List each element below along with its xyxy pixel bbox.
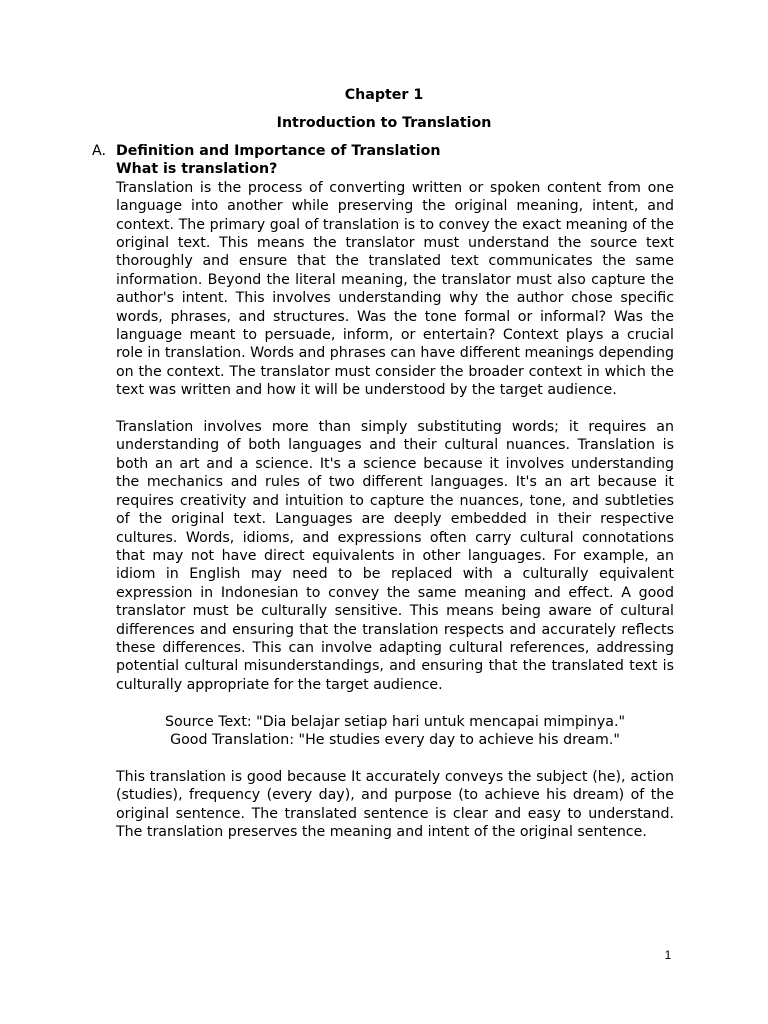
section-marker: A. xyxy=(92,143,106,159)
chapter-label: Chapter 1 xyxy=(344,87,424,103)
good-translation-example: Good Translation: "He studies every day to achieve his dream." xyxy=(170,731,620,748)
page-number: 1 xyxy=(664,948,672,962)
paragraph-definition: Translation is the process of converting written or spoken content from one language into another while preserving the original meaning, intent, and context. The primary goal of translation is to convey the exact meaning of the original text. This means the translator must understand the source text thoroughly and ensure that the translated text communicates the same information. Beyond the literal meaning, the translator must also capture the author's intent. This involves understanding why the author chose specific words, phrases, and structures. Was the tone formal or informal? Was the language meant to persuade, inform, or entertain? Context plays a crucial role in translation. Words and phrases can have different meanings depending on the context. The translator must consider the broader context in which the text was written and how it will be understood by the target audience. xyxy=(116,179,674,399)
paragraph-art-and-science: Translation involves more than simply substituting words; it requires an understanding of both languages and their cultural nuances. Translation is both an art and a science. It's a science because it involves understanding the mechanics and rules of two different languages. It's an art because it requires creativity and intuition to capture the nuances, tone, and subtleties of the original text. Languages are deeply embedded in their respective cultures. Words, idioms, and expressions often carry cultural connotations that may not have direct equivalents in other languages. For example, an idiom in English may need to be replaced with a culturally equivalent expression in Indonesian to convey the same meaning and effect. A good translator must be culturally sensitive. This means being aware of cultural differences and ensuring that the translation respects and accurately reflects these differences. This can involve adapting cultural references, addressing potential cultural misunderstandings, and ensuring that the translated text is culturally appropriate for the target audience. xyxy=(116,419,674,693)
paragraph-conclusion: This translation is good because It accurately conveys the subject (he), action (studies), frequency (every day), and purpose (to achieve his dream) of the original sentence. The translated sentence is clear and easy to understand. The translation preserves the meaning and intent of the original sentence. xyxy=(116,768,674,840)
source-text-example: Source Text: "Dia belajar setiap hari untuk mencapai mimpinya." xyxy=(164,713,626,730)
section-subheading: What is translation? xyxy=(116,161,278,178)
section-body xyxy=(116,142,674,841)
section-heading: Definition and Importance of Translation xyxy=(116,143,441,159)
chapter-title: Introduction to Translation xyxy=(276,115,492,131)
translation-example xyxy=(116,713,674,750)
